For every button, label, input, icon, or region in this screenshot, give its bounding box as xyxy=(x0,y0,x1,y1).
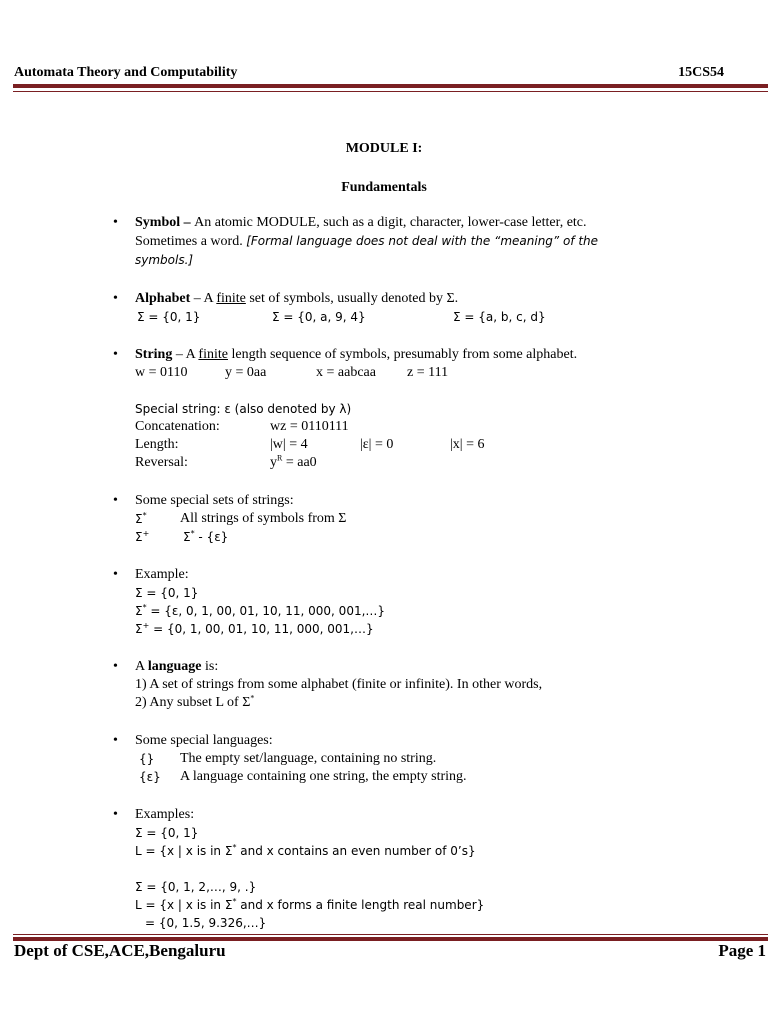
footer-page-number: Page 1 xyxy=(718,941,766,960)
example-line2-rest: = {ε, 0, 1, 00, 01, 10, 11, 000, 001,…} xyxy=(146,604,386,618)
sigma-star-symbol: Σ xyxy=(135,512,143,526)
examples-l4-sup: * xyxy=(232,897,237,906)
examples-intro: Examples: xyxy=(135,807,195,822)
term-language: language xyxy=(147,659,202,674)
list-item-language xyxy=(113,658,733,712)
bullet-icon: • xyxy=(113,347,118,362)
alphabet-finite: finite xyxy=(216,291,246,306)
length-w: |w| = 4 xyxy=(270,437,308,452)
empty-set-symbol: {} xyxy=(139,752,155,766)
concat-label: Concatenation: xyxy=(135,419,220,434)
language-line2: 2) Any subset L of Σ xyxy=(135,695,251,710)
reversal-label: Reversal: xyxy=(135,455,188,470)
examples-l2-pre: L = {x | x is in Σ xyxy=(135,844,233,858)
list-item-example xyxy=(113,566,733,638)
examples-l2-post: and x contains an even number of 0’s} xyxy=(236,844,476,858)
symbol-description: An atomic MODULE, such as a digit, character, lower-case letter, etc. xyxy=(194,215,587,230)
example-line1: Σ = {0, 1} xyxy=(135,586,199,600)
examples-l3: Σ = {0, 1, 2,…, 9, .} xyxy=(135,880,257,894)
header-rule-thick xyxy=(13,84,768,88)
epsilon-set-desc: A language containing one string, the empty string. xyxy=(180,769,467,784)
string-desc-a: – A xyxy=(172,347,199,362)
sigma-plus-desc-symbol: Σ xyxy=(183,530,191,544)
bullet-icon: • xyxy=(113,807,118,822)
string-example-w: w = 0110 xyxy=(135,365,188,380)
example-line3-symbol: Σ xyxy=(135,622,143,636)
length-x: |x| = 6 xyxy=(450,437,485,452)
string-special: Special string: ε (also denoted by λ) xyxy=(135,402,352,416)
reversal-result: = aa0 xyxy=(282,455,317,470)
alphabet-example-1: Σ = {0, 1} xyxy=(137,310,201,324)
bullet-icon: • xyxy=(113,733,118,748)
language-pre: A xyxy=(135,659,148,674)
sigma-plus-sup: + xyxy=(142,529,150,538)
bullet-icon: • xyxy=(113,659,118,674)
alphabet-desc-b: set of symbols, usually denoted by Σ. xyxy=(245,291,459,306)
sigma-plus-desc-sup: * xyxy=(190,529,195,538)
examples-l4-post: and x forms a finite length real number} xyxy=(236,898,485,912)
examples-l4-pre: L = {x | x is in Σ xyxy=(135,898,233,912)
term-alphabet: Alphabet xyxy=(135,291,191,306)
section-title: Fundamentals xyxy=(341,180,427,195)
special-sets-intro: Some special sets of strings: xyxy=(135,493,294,508)
string-example-x: x = aabcaa xyxy=(316,365,376,380)
module-title: MODULE I: xyxy=(345,141,423,156)
language-line2-sup: * xyxy=(250,693,255,703)
concat-value: wz = 0110111 xyxy=(270,419,349,434)
examples-l2-sup: * xyxy=(232,843,237,852)
term-symbol: Symbol xyxy=(135,215,181,230)
string-finite: finite xyxy=(198,347,228,362)
examples-l5: = {0, 1.5, 9.326,…} xyxy=(145,916,267,930)
special-languages-intro: Some special languages: xyxy=(135,733,273,748)
bullet-icon: • xyxy=(113,567,118,582)
bullet-icon: • xyxy=(113,291,118,306)
reversal-value xyxy=(270,454,317,472)
reversal-sup: R xyxy=(277,453,283,463)
examples-l1: Σ = {0, 1} xyxy=(135,826,199,840)
length-eps: |ε| = 0 xyxy=(360,437,394,452)
list-item-symbol xyxy=(113,214,733,270)
reversal-y: y xyxy=(270,455,277,470)
language-line1: 1) A set of strings from some alphabet (finite or infinite). In other words, xyxy=(135,677,543,692)
length-label: Length: xyxy=(135,437,179,452)
bullet-icon: • xyxy=(113,493,118,508)
string-example-z: z = 111 xyxy=(407,365,449,380)
footer-department: Dept of CSE,ACE,Bengaluru xyxy=(14,941,226,960)
string-desc-b: length sequence of symbols, presumably from some alphabet. xyxy=(227,347,578,362)
alphabet-example-3: Σ = {a, b, c, d} xyxy=(453,310,546,324)
footer-rule-thin xyxy=(13,934,768,935)
list-item-examples xyxy=(113,806,733,932)
list-item-alphabet xyxy=(113,290,733,326)
list-item-special-sets xyxy=(113,492,733,546)
sigma-star-desc: All strings of symbols from Σ xyxy=(180,511,347,526)
document-body xyxy=(113,214,733,952)
symbol-line2: Sometimes a word. xyxy=(135,234,247,249)
header-course-code: 15CS54 xyxy=(678,65,724,80)
example-line2-sup: * xyxy=(142,603,147,612)
term-string: String xyxy=(135,347,173,362)
alphabet-desc-a: – A xyxy=(190,291,217,306)
header-course-title: Automata Theory and Computability xyxy=(14,65,238,80)
sigma-plus-symbol: Σ xyxy=(135,530,143,544)
example-line3-sup: + xyxy=(142,621,150,630)
example-line2-symbol: Σ xyxy=(135,604,143,618)
header-rule-thin xyxy=(13,91,768,92)
bullet-icon: • xyxy=(113,215,118,230)
empty-set-desc: The empty set/language, containing no string. xyxy=(180,751,437,766)
sigma-plus-desc-rest: - {ε} xyxy=(194,530,229,544)
sigma-star-sup: * xyxy=(142,511,147,520)
string-example-y: y = 0aa xyxy=(225,365,267,380)
language-post: is: xyxy=(201,659,219,674)
symbol-note: [Formal language does not deal with the “meaning” of the symbols.] xyxy=(135,234,599,267)
example-intro: Example: xyxy=(135,567,189,582)
alphabet-example-2: Σ = {0, a, 9, 4} xyxy=(272,310,366,324)
term-dash: – xyxy=(180,215,195,230)
list-item-special-languages xyxy=(113,732,733,786)
list-item-string xyxy=(113,346,733,472)
epsilon-set-symbol: {ε} xyxy=(139,770,161,784)
example-line3-rest: = {0, 1, 00, 01, 10, 11, 000, 001,…} xyxy=(149,622,374,636)
